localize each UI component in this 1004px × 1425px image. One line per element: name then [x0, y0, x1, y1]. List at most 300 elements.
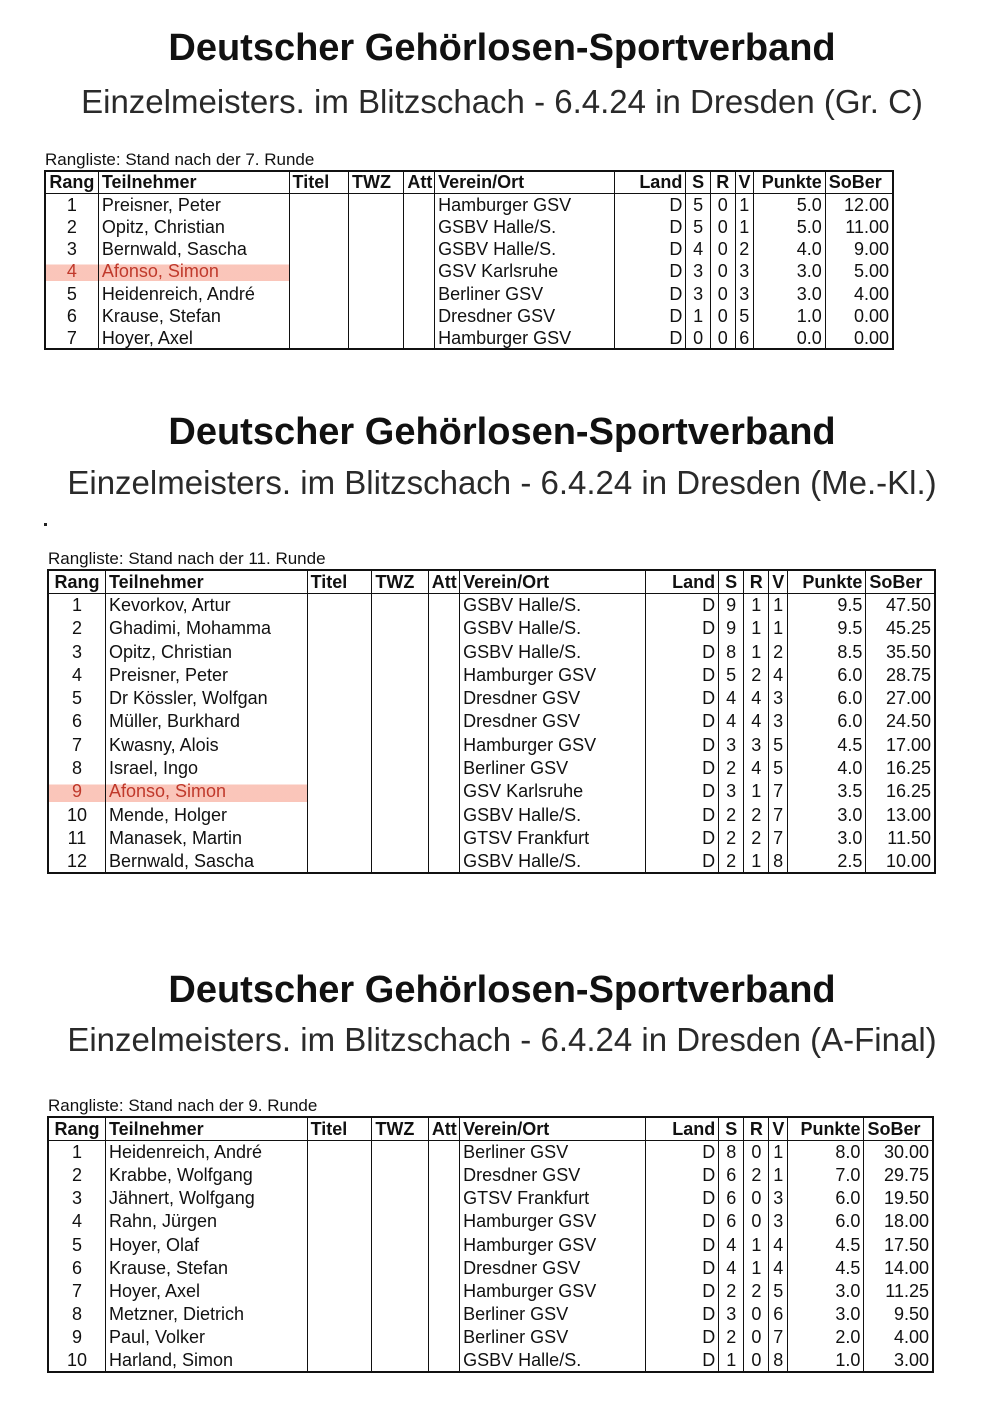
cell-draws: 0: [710, 216, 735, 238]
cell-wins: 8: [719, 1140, 744, 1163]
cell-country: D: [614, 193, 686, 215]
cell-rank: 1: [48, 593, 105, 616]
cell-points: 9.5: [788, 617, 866, 640]
cell-draws: 0: [710, 282, 735, 304]
cell-rank: 5: [48, 1233, 105, 1256]
column-header-losses: V: [769, 570, 788, 593]
cell-points: 1.0: [753, 305, 825, 327]
cell-title: [307, 1303, 372, 1326]
cell-title: [307, 1326, 372, 1349]
cell-losses: 1: [769, 1140, 788, 1163]
cell-participant: Heidenreich, André: [105, 1140, 307, 1163]
cell-participant: Afonso, Simon: [105, 780, 307, 803]
column-header-participant: Teilnehmer: [98, 171, 289, 193]
cell-club: GTSV Frankfurt: [460, 826, 646, 849]
cell-title: [307, 1349, 372, 1372]
cell-sober: 16.25: [866, 780, 935, 803]
cell-draws: 1: [744, 617, 769, 640]
cell-draws: 4: [744, 756, 769, 779]
cell-points: 3.0: [753, 282, 825, 304]
cell-points: 2.5: [788, 850, 866, 873]
cell-country: D: [614, 305, 686, 327]
table-row: [48, 1349, 933, 1372]
cell-wins: 3: [719, 733, 744, 756]
cell-sober: 45.25: [866, 617, 935, 640]
cell-club: Dresdner GSV: [460, 710, 646, 733]
cell-club: Berliner GSV: [460, 1140, 646, 1163]
cell-sober: 27.00: [866, 686, 935, 709]
cell-draws: 0: [710, 193, 735, 215]
cell-participant: Preisner, Peter: [105, 663, 307, 686]
cell-losses: 1: [769, 1163, 788, 1186]
cell-sober: 18.00: [864, 1210, 933, 1233]
cell-rank: 1: [48, 1140, 105, 1163]
cell-rank: 12: [48, 850, 105, 873]
cell-country: D: [614, 238, 686, 260]
column-header-losses: V: [735, 171, 753, 193]
cell-draws: 0: [710, 327, 735, 349]
cell-wins: 3: [719, 780, 744, 803]
table-row: [48, 1187, 933, 1210]
cell-draws: 0: [710, 260, 735, 282]
cell-points: 4.0: [753, 238, 825, 260]
cell-att: [428, 1140, 459, 1163]
cell-points: 4.5: [788, 1233, 864, 1256]
cell-points: 6.0: [788, 663, 866, 686]
cell-sober: 16.25: [866, 756, 935, 779]
cell-draws: 0: [744, 1349, 769, 1372]
cell-wins: 4: [719, 710, 744, 733]
cell-att: [428, 1233, 459, 1256]
cell-sober: 0.00: [825, 305, 893, 327]
cell-country: D: [646, 850, 719, 873]
cell-sober: 47.50: [866, 593, 935, 616]
cell-draws: 4: [744, 686, 769, 709]
cell-losses: 7: [769, 803, 788, 826]
cell-losses: 1: [769, 593, 788, 616]
ranking-caption: Rangliste: Stand nach der 9. Runde: [48, 1096, 318, 1115]
cell-draws: 3: [744, 733, 769, 756]
cell-participant: Israel, Ingo: [105, 756, 307, 779]
cell-twz: [372, 1233, 428, 1256]
cell-twz: [372, 1279, 428, 1302]
cell-sober: 19.50: [864, 1187, 933, 1210]
cell-club: Berliner GSV: [460, 1303, 646, 1326]
cell-wins: 6: [719, 1163, 744, 1186]
cell-points: 2.0: [788, 1326, 864, 1349]
table-row: [48, 1233, 933, 1256]
column-header-sober: SoBer: [864, 1117, 933, 1140]
cell-twz: [372, 1349, 428, 1372]
cell-twz: [372, 1163, 428, 1186]
cell-participant: Dr Kössler, Wolfgan: [105, 686, 307, 709]
column-header-country: Land: [614, 171, 686, 193]
cell-country: D: [646, 593, 719, 616]
cell-sober: 4.00: [825, 282, 893, 304]
cell-rank: 5: [45, 282, 98, 304]
cell-club: Berliner GSV: [460, 756, 646, 779]
cell-points: 3.0: [788, 1303, 864, 1326]
cell-twz: [372, 1187, 428, 1210]
cell-att: [428, 1256, 459, 1279]
cell-draws: 0: [744, 1303, 769, 1326]
cell-sober: 13.00: [866, 803, 935, 826]
cell-draws: 2: [744, 1279, 769, 1302]
table-row: [48, 1256, 933, 1279]
cell-club: Hamburger GSV: [460, 663, 646, 686]
cell-club: GSV Karlsruhe: [435, 260, 614, 282]
column-header-club: Verein/Ort: [435, 171, 614, 193]
cell-wins: 3: [719, 1303, 744, 1326]
cell-club: GSBV Halle/S.: [460, 593, 646, 616]
cell-sober: 17.50: [864, 1233, 933, 1256]
cell-losses: 8: [769, 1349, 788, 1372]
cell-sober: 35.50: [866, 640, 935, 663]
cell-wins: 6: [719, 1210, 744, 1233]
cell-points: 4.0: [788, 756, 866, 779]
cell-losses: 1: [735, 193, 753, 215]
cell-participant: Kevorkov, Artur: [105, 593, 307, 616]
cell-club: Dresdner GSV: [435, 305, 614, 327]
cell-losses: 3: [769, 1187, 788, 1210]
cell-rank: 7: [48, 733, 105, 756]
cell-att: [428, 1210, 459, 1233]
cell-draws: 1: [744, 593, 769, 616]
cell-points: 4.5: [788, 733, 866, 756]
cell-losses: 2: [769, 640, 788, 663]
cell-title: [307, 1233, 372, 1256]
cell-wins: 2: [719, 826, 744, 849]
cell-att: [428, 1163, 459, 1186]
cell-rank: 2: [48, 617, 105, 640]
cell-club: Hamburger GSV: [460, 1279, 646, 1302]
cell-losses: 3: [735, 260, 753, 282]
cell-sober: 28.75: [866, 663, 935, 686]
cell-points: 6.0: [788, 1187, 864, 1210]
cell-participant: Manasek, Martin: [105, 826, 307, 849]
cell-points: 6.0: [788, 1210, 864, 1233]
cell-sober: 5.00: [825, 260, 893, 282]
cell-country: D: [646, 663, 719, 686]
column-header-wins: S: [719, 570, 744, 593]
table-row: [48, 1140, 933, 1163]
cell-country: D: [646, 1303, 719, 1326]
section-heading: Deutscher Gehörlosen-Sportverband: [168, 411, 836, 453]
cell-points: 3.0: [788, 803, 866, 826]
cell-wins: 2: [719, 850, 744, 873]
cell-title: [307, 1140, 372, 1163]
cell-points: 3.5: [788, 780, 866, 803]
cell-club: Berliner GSV: [435, 282, 614, 304]
column-header-twz: TWZ: [349, 171, 404, 193]
table-row: [48, 1279, 933, 1302]
cell-points: 8.0: [788, 1140, 864, 1163]
cell-twz: [372, 1303, 428, 1326]
section-heading: Deutscher Gehörlosen-Sportverband: [168, 969, 836, 1011]
cell-points: 6.0: [788, 710, 866, 733]
cell-twz: [372, 1326, 428, 1349]
cell-country: D: [646, 640, 719, 663]
cell-country: D: [646, 710, 719, 733]
cell-att: [428, 1349, 459, 1372]
cell-rank: 4: [48, 663, 105, 686]
cell-sober: 4.00: [864, 1326, 933, 1349]
cell-title: [307, 1279, 372, 1302]
column-header-sober: SoBer: [825, 171, 893, 193]
cell-rank: 10: [48, 1349, 105, 1372]
cell-country: D: [646, 617, 719, 640]
cell-points: 4.5: [788, 1256, 864, 1279]
cell-wins: 5: [686, 193, 711, 215]
cell-draws: 4: [744, 710, 769, 733]
cell-rank: 6: [48, 1256, 105, 1279]
cell-club: GSBV Halle/S.: [460, 850, 646, 873]
cell-rank: 5: [48, 686, 105, 709]
cell-country: D: [646, 733, 719, 756]
column-header-rank: Rang: [45, 171, 98, 193]
cell-rank: 7: [48, 1279, 105, 1302]
cell-participant: Jähnert, Wolfgang: [105, 1187, 307, 1210]
cell-losses: 7: [769, 1326, 788, 1349]
cell-club: Dresdner GSV: [460, 1256, 646, 1279]
cell-points: 6.0: [788, 686, 866, 709]
cell-rank: 4: [48, 1210, 105, 1233]
cell-draws: 1: [744, 1256, 769, 1279]
cell-losses: 5: [769, 733, 788, 756]
cell-sober: 29.75: [864, 1163, 933, 1186]
table-row: [48, 1210, 933, 1233]
cell-participant: Paul, Volker: [105, 1326, 307, 1349]
cell-rank: 6: [45, 305, 98, 327]
cell-wins: 0: [686, 327, 711, 349]
ranking-caption: Rangliste: Stand nach der 11. Runde: [48, 549, 326, 568]
cell-sober: 14.00: [864, 1256, 933, 1279]
cell-country: D: [646, 780, 719, 803]
cell-points: 0.0: [753, 327, 825, 349]
cell-twz: [372, 1210, 428, 1233]
cell-draws: 2: [744, 826, 769, 849]
cell-wins: 4: [686, 238, 711, 260]
column-header-country: Land: [646, 1117, 719, 1140]
cell-title: [307, 1210, 372, 1233]
column-header-att: Att: [404, 171, 435, 193]
cell-losses: 4: [769, 1233, 788, 1256]
cell-participant: Hoyer, Olaf: [105, 1233, 307, 1256]
cell-wins: 6: [719, 1187, 744, 1210]
column-header-points: Punkte: [788, 1117, 864, 1140]
column-header-rank: Rang: [48, 570, 105, 593]
cell-points: 9.5: [788, 593, 866, 616]
column-header-rank: Rang: [48, 1117, 105, 1140]
cell-points: 3.0: [788, 826, 866, 849]
cell-draws: 0: [710, 238, 735, 260]
column-header-sober: SoBer: [866, 570, 935, 593]
cell-club: Dresdner GSV: [460, 1163, 646, 1186]
cell-rank: 9: [48, 780, 105, 803]
cell-country: D: [614, 260, 686, 282]
cell-rank: 4: [45, 260, 98, 282]
column-header-wins: S: [719, 1117, 744, 1140]
cell-rank: 2: [45, 216, 98, 238]
column-header-att: Att: [428, 570, 459, 593]
cell-points: 5.0: [753, 193, 825, 215]
cell-rank: 11: [48, 826, 105, 849]
cell-participant: Krabbe, Wolfgang: [105, 1163, 307, 1186]
cell-rank: 6: [48, 710, 105, 733]
column-header-losses: V: [769, 1117, 788, 1140]
cell-wins: 8: [719, 640, 744, 663]
cell-draws: 1: [744, 780, 769, 803]
cell-draws: 0: [744, 1187, 769, 1210]
column-header-title: Titel: [307, 570, 372, 593]
cell-country: D: [646, 1210, 719, 1233]
cell-participant: Metzner, Dietrich: [105, 1303, 307, 1326]
cell-country: D: [614, 327, 686, 349]
cell-country: D: [646, 1187, 719, 1210]
cell-club: Berliner GSV: [460, 1326, 646, 1349]
cell-club: Hamburger GSV: [460, 1233, 646, 1256]
column-header-twz: TWZ: [372, 1117, 428, 1140]
cell-club: GTSV Frankfurt: [460, 1187, 646, 1210]
cell-losses: 3: [769, 710, 788, 733]
section-subheading: Einzelmeisters. im Blitzschach - 6.4.24 in Dresden (Gr. C): [81, 83, 923, 120]
cell-points: 3.0: [788, 1279, 864, 1302]
cell-country: D: [646, 803, 719, 826]
cell-country: D: [646, 1326, 719, 1349]
cell-club: GSBV Halle/S.: [435, 216, 614, 238]
column-header-points: Punkte: [753, 171, 825, 193]
cell-country: D: [646, 826, 719, 849]
cell-twz: [372, 1140, 428, 1163]
cell-losses: 7: [769, 780, 788, 803]
cell-draws: 0: [744, 1140, 769, 1163]
cell-att: [428, 1303, 459, 1326]
cell-att: [428, 1187, 459, 1210]
cell-rank: 3: [48, 640, 105, 663]
column-header-draws: R: [744, 1117, 769, 1140]
cell-rank: 8: [48, 756, 105, 779]
cell-title: [307, 1163, 372, 1186]
cell-participant: Opitz, Christian: [105, 640, 307, 663]
cell-club: Hamburger GSV: [460, 733, 646, 756]
cell-draws: 1: [744, 850, 769, 873]
cell-draws: 1: [744, 640, 769, 663]
cell-wins: 4: [719, 1256, 744, 1279]
ranking-table: [47, 1116, 934, 1373]
cell-participant: Opitz, Christian: [98, 216, 289, 238]
cell-rank: 3: [48, 1187, 105, 1210]
cell-losses: 5: [735, 305, 753, 327]
cell-title: [307, 1187, 372, 1210]
cell-wins: 4: [719, 686, 744, 709]
cell-country: D: [614, 216, 686, 238]
cell-points: 1.0: [788, 1349, 864, 1372]
cell-club: Hamburger GSV: [435, 327, 614, 349]
cell-sober: 9.50: [864, 1303, 933, 1326]
column-header-twz: TWZ: [372, 570, 428, 593]
cell-draws: 2: [744, 663, 769, 686]
cell-att: [428, 1279, 459, 1302]
column-header-participant: Teilnehmer: [105, 570, 307, 593]
cell-participant: Heidenreich, André: [98, 282, 289, 304]
cell-country: D: [614, 282, 686, 304]
cell-participant: Bernwald, Sascha: [98, 238, 289, 260]
cell-rank: 7: [45, 327, 98, 349]
table-header-row: [48, 1117, 933, 1140]
cell-participant: Ghadimi, Mohamma: [105, 617, 307, 640]
ranking-caption: Rangliste: Stand nach der 7. Runde: [45, 150, 315, 169]
column-header-wins: S: [686, 171, 711, 193]
cell-sober: 9.00: [825, 238, 893, 260]
cell-wins: 9: [719, 593, 744, 616]
cell-country: D: [646, 1233, 719, 1256]
section-subheading: Einzelmeisters. im Blitzschach - 6.4.24 in Dresden (A-Final): [67, 1021, 937, 1058]
cell-wins: 2: [719, 1279, 744, 1302]
cell-wins: 5: [719, 663, 744, 686]
column-header-title: Titel: [307, 1117, 372, 1140]
cell-participant: Hoyer, Axel: [105, 1279, 307, 1302]
cell-club: GSBV Halle/S.: [460, 617, 646, 640]
cell-losses: 6: [735, 327, 753, 349]
cell-draws: 0: [744, 1326, 769, 1349]
cell-participant: Krause, Stefan: [105, 1256, 307, 1279]
cell-rank: 1: [45, 193, 98, 215]
cell-participant: Kwasny, Alois: [105, 733, 307, 756]
cell-club: Hamburger GSV: [460, 1210, 646, 1233]
cell-losses: 1: [735, 216, 753, 238]
cell-points: 3.0: [753, 260, 825, 282]
cell-sober: 3.00: [864, 1349, 933, 1372]
cell-losses: 2: [735, 238, 753, 260]
cell-participant: Preisner, Peter: [98, 193, 289, 215]
column-header-att: Att: [428, 1117, 459, 1140]
cell-participant: Krause, Stefan: [98, 305, 289, 327]
cell-club: GSBV Halle/S.: [460, 803, 646, 826]
column-header-participant: Teilnehmer: [105, 1117, 307, 1140]
cell-club: GSBV Halle/S.: [435, 238, 614, 260]
cell-participant: Bernwald, Sascha: [105, 850, 307, 873]
cell-points: 8.5: [788, 640, 866, 663]
column-header-club: Verein/Ort: [460, 1117, 646, 1140]
cell-wins: 2: [719, 756, 744, 779]
column-header-draws: R: [710, 171, 735, 193]
cell-draws: 1: [744, 1233, 769, 1256]
column-header-country: Land: [646, 570, 719, 593]
cell-draws: 2: [744, 1163, 769, 1186]
cell-losses: 3: [769, 1210, 788, 1233]
cell-wins: 9: [719, 617, 744, 640]
cell-losses: 5: [769, 756, 788, 779]
cell-sober: 10.00: [866, 850, 935, 873]
cell-losses: 3: [735, 282, 753, 304]
column-header-draws: R: [744, 570, 769, 593]
cell-participant: Afonso, Simon: [98, 260, 289, 282]
cell-losses: 3: [769, 686, 788, 709]
cell-rank: 2: [48, 1163, 105, 1186]
cell-rank: 10: [48, 803, 105, 826]
cell-points: 7.0: [788, 1163, 864, 1186]
cell-country: D: [646, 1349, 719, 1372]
cell-wins: 4: [719, 1233, 744, 1256]
cell-rank: 8: [48, 1303, 105, 1326]
cell-losses: 5: [769, 1279, 788, 1302]
cell-participant: Rahn, Jürgen: [105, 1210, 307, 1233]
cell-club: Dresdner GSV: [460, 686, 646, 709]
cell-sober: 24.50: [866, 710, 935, 733]
column-header-title: Titel: [289, 171, 348, 193]
cell-country: D: [646, 1163, 719, 1186]
cell-sober: 17.00: [866, 733, 935, 756]
